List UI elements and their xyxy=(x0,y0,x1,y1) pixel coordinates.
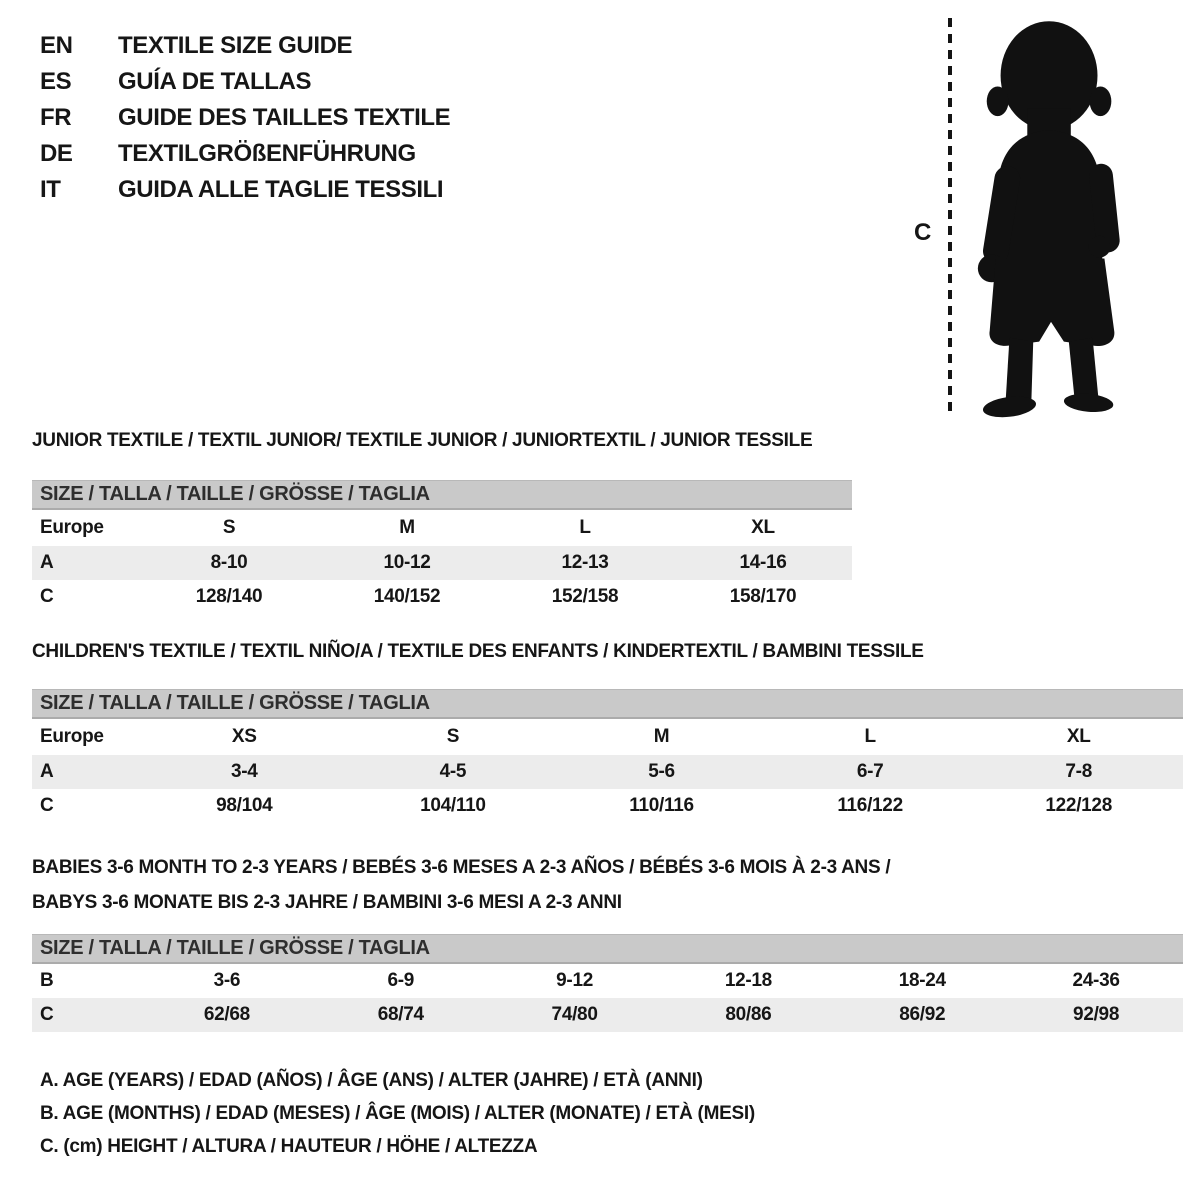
junior-section-title: JUNIOR TEXTILE / TEXTIL JUNIOR/ TEXTILE JUNIOR / JUNIORTEXTIL / JUNIOR TESSILE xyxy=(32,430,813,451)
size-header-bar: SIZE / TALLA / TAILLE / GRÖSSE / TAGLIA xyxy=(32,934,1183,964)
height-cell: 128/140 xyxy=(195,586,263,607)
table-row-age xyxy=(32,546,852,580)
row-label: A xyxy=(40,761,54,782)
babies-textile-section xyxy=(32,850,1183,1032)
height-cell: 80/86 xyxy=(725,1004,772,1025)
guide-title-es: GUÍA DE TALLAS xyxy=(118,68,312,95)
size-cell: L xyxy=(864,726,876,747)
height-cell: 110/116 xyxy=(629,795,694,816)
legend-line-b: B. AGE (MONTHS) / EDAD (MESES) / ÂGE (MOIS) / ALTER (MONATE) / ETÀ (MESI) xyxy=(40,1103,755,1124)
junior-size-table xyxy=(32,480,852,614)
size-cell: XL xyxy=(751,517,775,538)
age-cell: 12-13 xyxy=(561,552,609,573)
height-cell: 86/92 xyxy=(899,1004,946,1025)
height-cell: 152/158 xyxy=(551,586,619,607)
table-row-age xyxy=(32,755,1183,789)
months-cell: 24-36 xyxy=(1072,970,1120,991)
language-title-block xyxy=(40,28,450,208)
height-cell: 98/104 xyxy=(216,795,273,816)
table-row-height xyxy=(32,998,1183,1032)
size-cell: XS xyxy=(231,726,257,747)
measure-c-label: C xyxy=(914,219,932,246)
children-textile-section xyxy=(32,641,1183,823)
lang-code: EN xyxy=(40,32,73,59)
table-row-height xyxy=(32,580,852,614)
row-label: B xyxy=(40,970,54,991)
lang-code: FR xyxy=(40,104,72,131)
guide-title-fr: GUIDE DES TAILLES TEXTILE xyxy=(118,104,451,131)
babies-section-title-line2: BABYS 3-6 MONATE BIS 2-3 JAHRE / BAMBINI 3-6 MESI A 2-3 ANNI xyxy=(32,892,622,913)
table-row-months xyxy=(32,964,1183,998)
age-cell: 5-6 xyxy=(648,761,675,782)
height-cell: 104/110 xyxy=(420,795,486,816)
row-label: C xyxy=(40,795,54,816)
row-label: C xyxy=(40,586,54,607)
size-cell: L xyxy=(579,517,591,538)
height-cell: 68/74 xyxy=(377,1004,424,1025)
months-cell: 12-18 xyxy=(724,970,772,991)
size-header-bar: SIZE / TALLA / TAILLE / GRÖSSE / TAGLIA xyxy=(32,480,852,510)
size-cell: M xyxy=(653,726,670,747)
row-label: C xyxy=(40,1004,54,1025)
guide-title-en: TEXTILE SIZE GUIDE xyxy=(118,32,353,59)
size-cell: XL xyxy=(1066,726,1091,747)
height-cell: 140/152 xyxy=(373,586,441,607)
table-row-europe xyxy=(32,719,1183,755)
height-cell: 74/80 xyxy=(551,1004,598,1025)
size-cell: M xyxy=(399,517,415,538)
table-row-height xyxy=(32,789,1183,823)
age-cell: 3-4 xyxy=(231,761,258,782)
age-cell: 8-10 xyxy=(210,552,248,573)
toddler-silhouette-icon xyxy=(964,16,1142,418)
height-cell: 92/98 xyxy=(1073,1004,1120,1025)
age-cell: 10-12 xyxy=(383,552,431,573)
junior-textile-section xyxy=(32,430,852,614)
size-header-bar: SIZE / TALLA / TAILLE / GRÖSSE / TAGLIA xyxy=(32,689,1183,719)
lang-code: DE xyxy=(40,140,73,167)
age-cell: 14-16 xyxy=(739,552,787,573)
table-row-europe xyxy=(32,510,852,546)
dashed-height-line xyxy=(948,18,952,416)
children-section-title: CHILDREN'S TEXTILE / TEXTIL NIÑO/A / TEXTILE DES ENFANTS / KINDERTEXTIL / BAMBINI TESSILE xyxy=(32,641,924,662)
age-cell: 7-8 xyxy=(1065,761,1092,782)
months-cell: 9-12 xyxy=(556,970,593,991)
height-cell: 158/170 xyxy=(729,586,797,607)
height-measure-figure xyxy=(912,16,1162,424)
row-label: Europe xyxy=(40,726,104,747)
guide-title-it: GUIDA ALLE TAGLIE TESSILI xyxy=(118,176,444,203)
age-cell: 4-5 xyxy=(439,761,467,782)
age-cell: 6-7 xyxy=(856,761,884,782)
legend-line-a: A. AGE (YEARS) / EDAD (AÑOS) / ÂGE (ANS) / ALTER (JAHRE) / ETÀ (ANNI) xyxy=(40,1070,703,1091)
lang-code: IT xyxy=(40,176,61,203)
lang-code: ES xyxy=(40,68,72,95)
children-size-table xyxy=(32,689,1183,823)
row-label: A xyxy=(40,552,54,573)
height-cell: 62/68 xyxy=(203,1004,250,1025)
guide-title-de: TEXTILGRÖßENFÜHRUNG xyxy=(118,140,416,167)
measurement-legend xyxy=(40,1064,755,1163)
size-cell: S xyxy=(222,517,236,538)
months-cell: 6-9 xyxy=(387,970,415,991)
height-cell: 122/128 xyxy=(1045,795,1112,816)
babies-section-title-line1: BABIES 3-6 MONTH TO 2-3 YEARS / BEBÉS 3-6 MESES A 2-3 AÑOS / BÉBÉS 3-6 MOIS À 2-3 ANS / xyxy=(32,857,891,878)
row-label: Europe xyxy=(40,517,104,538)
size-cell: S xyxy=(446,726,460,747)
months-cell: 18-24 xyxy=(898,970,946,991)
height-cell: 116/122 xyxy=(837,795,903,816)
legend-line-c: C. (cm) HEIGHT / ALTURA / HAUTEUR / HÖHE / ALTEZZA xyxy=(40,1136,538,1157)
months-cell: 3-6 xyxy=(213,970,241,991)
babies-size-table xyxy=(32,934,1183,1032)
